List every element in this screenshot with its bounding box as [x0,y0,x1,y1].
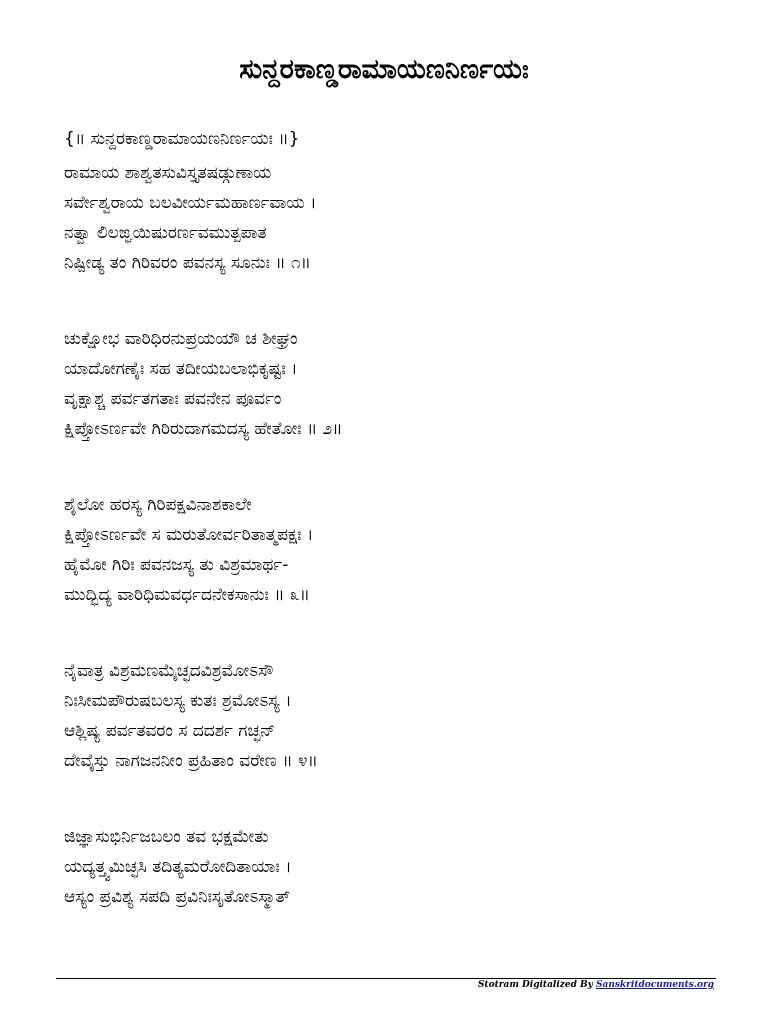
verse-line: ಜಿಜ್ಞಾಸುಭಿರ್ನಿಜಬಲಂ ತವ ಭಕ್ಷಮೇತು [64,827,269,847]
page-title: ಸುನ್ದರಕಾಣ್ಡರಾಮಾಯಣನಿರ್ಣಯಃ [239,54,529,85]
verse-line: ದೇವೈಸ್ತು ನಾಗಜನನೀಂ ಪ್ರಹಿತಾಂ ವರೇಣ ॥ ೪॥ [64,751,318,771]
stanza-3 [64,490,724,610]
verse-line: ಕ್ಷಿಪ್ತೋಽರ್ಣವೇ ಸ ಮರುತೋರ್ವರಿತಾತ್ಮಪಕ್ಷಃ । [64,525,314,545]
verse-body [64,124,724,958]
verse-line: ಯಾದೋಗಣೈಃ ಸಹ ತದೀಯಬಲಾಭಿಕೃಷ್ಟಃ । [64,359,298,379]
stanza-1 [64,124,724,278]
footer-link[interactable]: Sanskritdocuments.org [595,980,714,990]
footer-divider [56,978,716,979]
verse-line: ಚುಕ್ಷೋಭ ವಾರಿಧಿರನುಪ್ರಯಯೌ ಚ ಶೀಘ್ರಂ [64,329,298,349]
verse-line: ಹೈಮೋ ಗಿರಿಃ ಪವನಜಸ್ಯ ತು ವಿಶ್ರಮಾರ್ಥ- [64,555,289,575]
verse-line: ನತ್ವಾ ಲಿಲಙ್ಘಯಿಷುರರ್ಣವಮುತ್ಪಪಾತ [64,223,267,243]
verse-line: ಮುದ್ಭಿದ್ಯ ವಾರಿಧಿಮವರ್ಧದನೇಕಸಾನುಃ ॥ ೩॥ [64,585,310,605]
verse-line: ವೃಕ್ಷಾಶ್ಚ ಪರ್ವತಗತಾಃ ಪವನೇನ ಪೂರ್ವಂ [64,389,282,409]
verse-line: ಶೈಲೋ ಹರಸ್ಯ ಗಿರಿಪಕ್ಷವಿನಾಶಕಾಲೇ [64,495,252,515]
page-footer [478,980,714,990]
verse-line: ಸರ್ವೇಶ್ವರಾಯ ಬಲವೀರ್ಯಮಹಾರ್ಣವಾಯ । [64,193,317,213]
verse-line: ರಾಮಾಯ ಶಾಶ್ವತಸುವಿಸ್ತೃತಷಡ್ಗುಣಾಯ [64,163,272,183]
verse-line: ಕ್ಷಿಪ್ತೋಽರ್ಣವೇ ಗಿರಿರುದಾಗಮದಸ್ಯ ಹೇತೋಃ ॥ ೨॥ [64,419,343,439]
stanza-5 [64,822,724,912]
verse-line: ನೈವಾತ್ರ ವಿಶ್ರಮಣಮೈಚ್ಛದವಿಶ್ರಮೋಽಸೌ [64,661,274,681]
verse-line: ಆಶ್ಲಿಷ್ಯ ಪರ್ವತವರಂ ಸ ದದರ್ಶ ಗಚ್ಛನ್ [64,721,276,741]
footer-credit-text: Stotram Digitalized By [477,980,596,990]
verse-line: {॥ ಸುನ್ದರಕಾಣ್ಡರಾಮಾಯಣನಿರ್ಣಯಃ ॥} [64,129,300,149]
verse-line: ನಿಃಸೀಮಪೌರುಷಬಲಸ್ಯ ಕುತಃ ಶ್ರಮೋಽಸ್ಯ । [64,691,292,711]
stanza-4 [64,656,724,776]
verse-line: ಆಸ್ಯಂ ಪ್ರವಿಶ್ಯ ಸಪದಿ ಪ್ರವಿನಿಃಸೃತೋಽಸ್ಮಾತ್ [64,887,291,907]
stanza-2 [64,324,724,444]
verse-line: ಯದ್ಯತ್ತ್ವಮಿಚ್ಛಸಿ ತದಿತ್ಯಮರೋದಿತಾಯಾಃ । [64,857,292,877]
verse-line: ನಿಷ್ಪೀಡ್ಯ ತಂ ಗಿರಿವರಂ ಪವನಸ್ಯ ಸೂನುಃ ॥ ೧॥ [64,253,311,273]
